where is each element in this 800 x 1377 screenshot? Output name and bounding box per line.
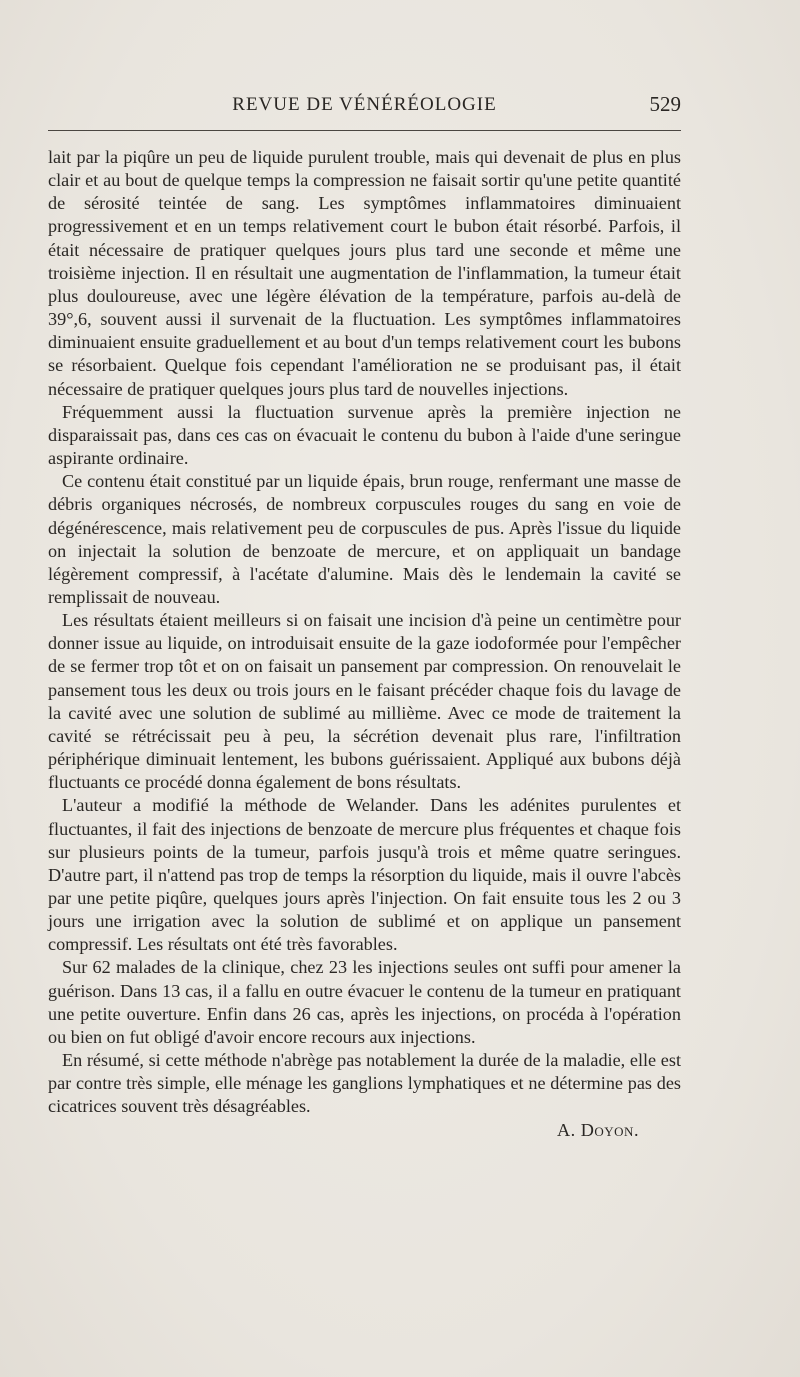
page-number: 529	[649, 92, 681, 116]
paragraph-4: Les résultats étaient meilleurs si on faisait une incision d'à peine un centimètre pour donner issue au liquide, on introduisait ensuite de la gaze iodoformée pour l'empêcher de se fermer trop tôt et on on faisait un pansement par compression. On renouvelait le pansement tous les deux ou trois jours en le faisant précéder chaque fois du lavage de la cavité avec une solution de sublimé au millième. Avec ce mode de traitement la cavité se rétrécissait peu à peu, la sécrétion devenait plus rare, l'infiltration périphérique diminuait lentement, les bubons guérissaient. Appliqué aux bubons déjà fluctuants ce procédé donna également de bons résultats.	[48, 610, 681, 793]
article-body	[48, 146, 681, 1142]
header-rule	[48, 130, 681, 131]
paragraph-3: Ce contenu était constitué par un liquide épais, brun rouge, renfermant une masse de débris organiques nécrosés, de nombreux corpuscules rouges du sang en voie de dégénérescence, mais relativement peu de corpuscules de pus. Après l'issue du liquide on injectait la solution de benzoate de mercure, et on appliquait un bandage légèrement compressif, à l'acétate d'alumine. Mais dès le lendemain la cavité se remplissait de nouveau.	[48, 471, 681, 607]
paragraph-7: En résumé, si cette méthode n'abrège pas notablement la durée de la maladie, elle est par contre très simple, elle ménage les ganglions lymphatiques et ne détermine pas des cicatrices souvent très désagréables.	[48, 1050, 681, 1117]
paragraph-1: lait par la piqûre un peu de liquide purulent trouble, mais qui devenait de plus en plus clair et au bout de quelque temps la compression ne faisait sortir qu'une petite quantité de sérosité teintée de sang. Les symptômes inflammatoires diminuaient progressivement et en un temps relativement court le bubon était résorbé. Parfois, il était nécessaire de pratiquer quelques jours plus tard une seconde et même une troisième injection. Il en résultait une augmentation de l'inflammation, la tumeur était plus douloureuse, avec une légère élévation de la température, parfois au-delà de 39°,6, souvent aussi il survenait de la fluctuation. Les symptômes inflammatoires diminuaient ensuite graduellement et au bout d'un temps relativement court les bubons se résorbaient. Quelque fois cependant l'amélioration ne se produisant pas, il était nécessaire de pratiquer quelques jours plus tard de nouvelles injections.	[48, 147, 681, 399]
paragraph-6: Sur 62 malades de la clinique, chez 23 les injections seules ont suffi pour amener la guérison. Dans 13 cas, il a fallu en outre évacuer le contenu de la tumeur en pratiquant une petite ouverture. Enfin dans 26 cas, après les injections, on procéda à l'opération ou bien on fut obligé d'avoir encore recours aux injections.	[48, 957, 681, 1047]
running-title: REVUE DE VÉNÉRÉOLOGIE	[232, 94, 497, 115]
author-signature: A. Doyon.	[557, 1119, 639, 1140]
running-head	[48, 90, 681, 120]
paragraph-5: L'auteur a modifié la méthode de Welander. Dans les adénites purulentes et fluctuantes, il fait des injections de benzoate de mercure plus fréquentes et chaque fois sur plusieurs points de la tumeur, parfois jusqu'à trois et même quatre seringues. D'autre part, il n'attend pas trop de temps la résorption du liquide, mais il ouvre l'abcès par une petite piqûre, quelques jours après l'injection. On fait ensuite tous les 2 ou 3 jours une irrigation avec la solution de sublimé et on applique un pansement compressif. Les résultats ont été très favorables.	[48, 795, 681, 955]
paragraph-2: Fréquemment aussi la fluctuation survenue après la première injection ne disparaissait pas, dans ces cas on évacuait le contenu du bubon à l'aide d'une seringue aspirante ordinaire.	[48, 401, 681, 469]
